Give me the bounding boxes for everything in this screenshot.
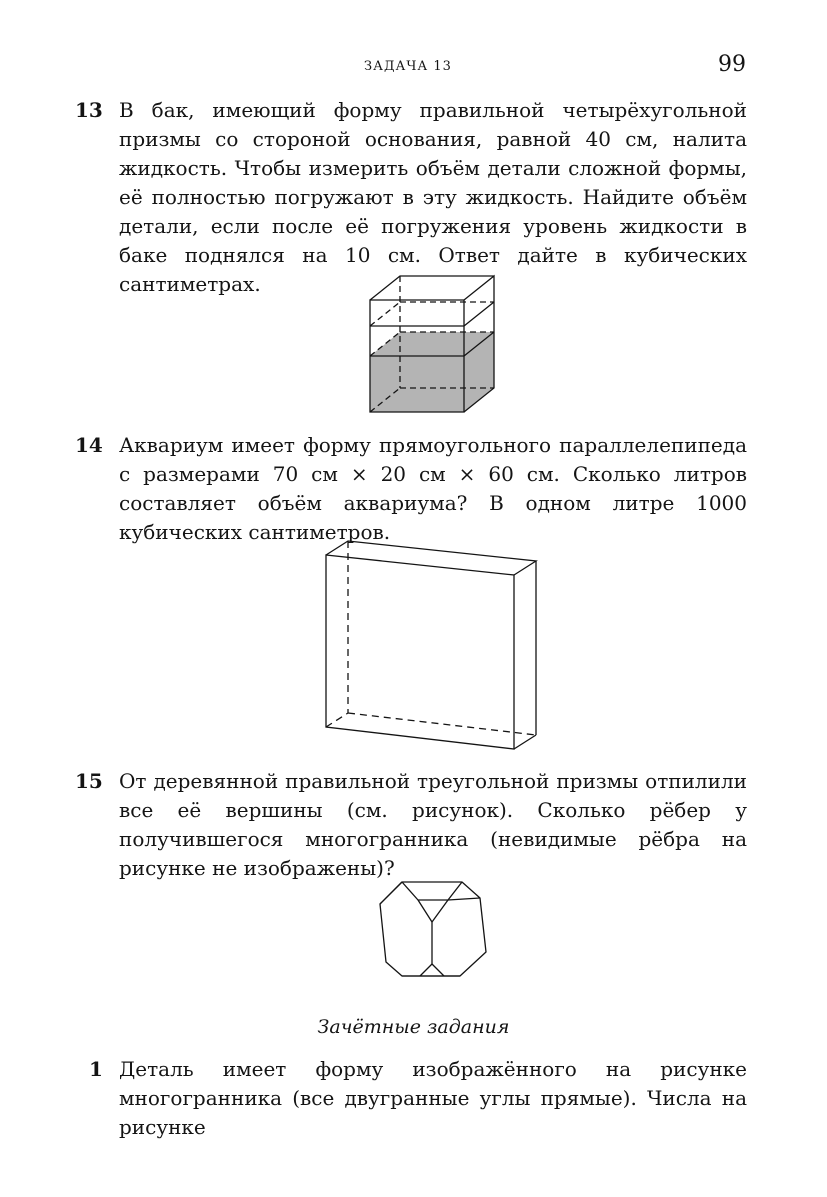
problem-number: 15	[75, 769, 103, 793]
page-number: 99	[718, 52, 746, 77]
problem-text: От деревянной правильной треугольной призмы отпилили все её вершины (см. рисунок). Сколько рёбер у получившегося многогранника (невидимые рёбра на рисунке не изображены)?	[119, 769, 747, 880]
problem-number: 14	[75, 433, 103, 457]
problem-number: 13	[75, 98, 103, 122]
tank-top-edges	[370, 276, 494, 300]
problem-15	[75, 767, 755, 883]
exercise-number: 1	[89, 1057, 103, 1081]
truncated-prism-figure	[376, 876, 492, 982]
problem-text: Аквариум имеет форму прямоугольного параллелепипеда с размерами 70 см × 20 см × 60 см. Сколько литров составляет объём аквариума? В одном литре 1000 кубических сантиметров.	[119, 433, 747, 544]
problem-13	[75, 96, 755, 299]
problem-text: В бак, имеющий форму правильной четырёхугольной призмы со стороной основания, равной 40 см, налита жидкость. Чтобы измерить объём детали сложной формы, её полностью погружают в эту жидкость. Найдите объём детали, если после её погружения уровень жидкости в баке поднялся на 10 см. Ответ дайте в кубических сантиметрах.	[119, 98, 747, 296]
exercise-1	[75, 1055, 755, 1142]
problem-14	[75, 431, 755, 547]
liquid-front-face	[370, 356, 464, 412]
truncated-prism-outline	[380, 882, 486, 976]
aquarium-bottom-right-edge	[514, 735, 536, 749]
header-title: ЗАДАЧА 13	[364, 59, 452, 74]
tank-figure	[362, 270, 504, 416]
aquarium-front-face	[326, 555, 514, 749]
liquid-level-side	[464, 302, 494, 326]
exercise-text: Деталь имеет форму изображённого на рисунке многогранника (все двугранные углы прямые). Числа на рисунке	[119, 1057, 747, 1139]
section-title: Зачётные задания	[317, 1016, 510, 1038]
aquarium-figure	[320, 535, 545, 755]
